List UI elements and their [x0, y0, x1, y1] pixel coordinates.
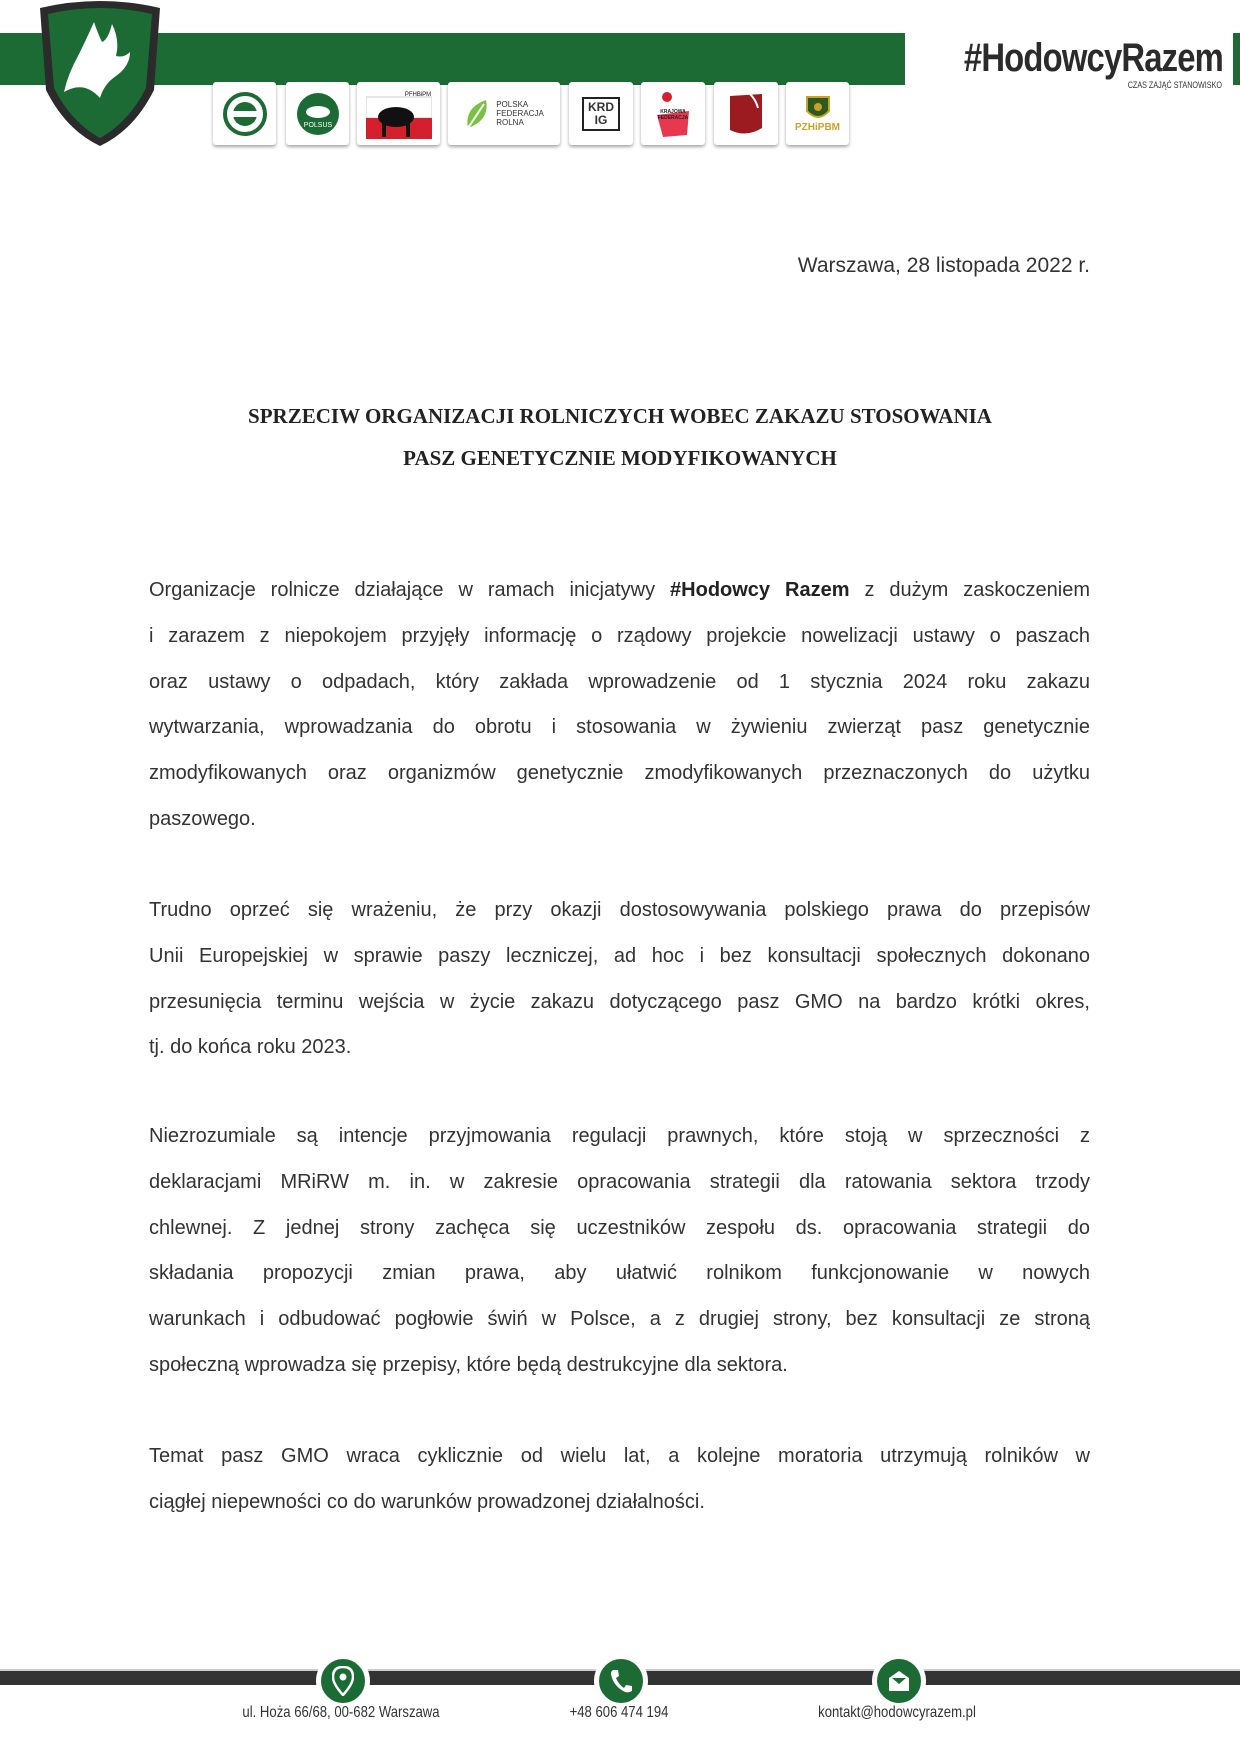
- document-title-line-2: PASZ GENETYCZNIE MODYFIKOWANYCH: [403, 446, 837, 470]
- pzhipbm-logo: [786, 82, 849, 145]
- document-title-line-1: SPRZECIW ORGANIZACJI ROLNICZYCH WOBEC ZAKAZU STOSOWANIA: [248, 404, 992, 428]
- header-right-strip: [1233, 33, 1240, 85]
- paragraph-line: przesunięcia terminu wejścia w życie zakazu dotyczącego pasz GMO na bardzo krótki okres,: [149, 990, 1090, 1013]
- paragraph-line: i zarazem z niepokojem przyjęły informację o rządowy projekcie nowelizacji ustawy o paszach: [149, 624, 1090, 647]
- red-animal-emblem-icon: [726, 90, 766, 138]
- paragraph-line: oraz ustawy o odpadach, który zakłada wprowadzenie od 1 stycznia 2024 roku zakazu: [149, 670, 1090, 693]
- location-pin-icon: [316, 1654, 370, 1708]
- paragraph-line: zmodyfikowanych oraz organizmów genetycznie zmodyfikowanych przeznaczonych do użytku: [149, 762, 1090, 785]
- brand-hashtag: #HodowcyRazem: [963, 36, 1223, 80]
- pig-emblem-icon: [295, 91, 341, 137]
- footer-phone[interactable]: +48 606 474 194: [569, 1704, 669, 1721]
- pfhbipm-cow-logo: [357, 82, 440, 145]
- paragraph-line: tj. do końca roku 2023.: [149, 1036, 352, 1059]
- paragraph-line: wytwarzania, wprowadzania do obrotu i stosowania w żywieniu zwierząt pasz genetycznie: [149, 716, 1090, 739]
- phone-icon: [594, 1654, 648, 1708]
- krajowa-federacja-logo: [641, 82, 705, 145]
- hashtag-bold: #Hodowcy Razem: [670, 579, 850, 601]
- svg-text:PFHBiPM: PFHBiPM: [404, 91, 431, 98]
- paragraph-line: składania propozycji zmian prawa, aby ułatwić rolnikom funkcjonowanie w nowych: [149, 1262, 1090, 1285]
- paragraph-line: Unii Europejskiej w sprawie paszy leczniczej, ad hoc i bez konsultacji społecznych dokonano: [149, 944, 1090, 967]
- text-run: z dużym zaskoczeniem: [849, 579, 1090, 601]
- krd-ig-logo: [569, 82, 633, 145]
- cow-flag-icon: [366, 89, 432, 139]
- paragraph-line: ciągłej niepewności co do warunków prowadzonej działalności.: [149, 1490, 705, 1513]
- footer-email[interactable]: kontakt@hodowcyrazem.pl: [818, 1704, 976, 1721]
- paragraph-line: deklaracjami MRiRW m. in. w zakresie opracowania strategii dla ratowania sektora trzody: [149, 1170, 1090, 1193]
- text-run: Organizacje rolnicze działające w ramach inicjatywy: [149, 579, 671, 601]
- envelope-icon: [872, 1654, 926, 1708]
- gold-shield-icon: [805, 95, 831, 123]
- pzhipbm-text: PZHiPBM: [795, 122, 840, 133]
- krd-ig-logo-text: KRD IG: [582, 97, 620, 131]
- pfhbipm-round-logo: [213, 82, 276, 145]
- paragraph-line: paszowego.: [149, 807, 256, 830]
- paragraph-line: warunkach i odbudować pogłowie świń w Polsce, a z drugiej strony, bez konsultacji ze stroną: [149, 1308, 1090, 1331]
- brand-tagline: CZAS ZAJĄĆ STANOWISKO: [1127, 80, 1222, 90]
- paragraph-1: [149, 568, 1090, 843]
- leaf-icon: [464, 98, 490, 130]
- paragraph-line: społeczną wprowadza się przepisy, które będą destrukcyjne dla sektora.: [149, 1353, 788, 1376]
- paragraph-2: [149, 888, 1090, 1071]
- pfr-logo-text: POLSKA FEDERACJA ROLNA: [496, 100, 544, 127]
- paragraph-line: [149, 568, 1090, 614]
- hodowcy-razem-shield-logo: [34, 0, 166, 148]
- footer-address: ul. Hoża 66/68, 00-682 Warszawa: [242, 1704, 440, 1721]
- paragraph-line: Trudno oprzeć się wrażeniu, że przy okazji dostosowywania polskiego prawa do przepisów: [149, 899, 1090, 921]
- round-emblem-icon: [223, 92, 267, 136]
- paragraph-line: chlewnej. Z jednej strony zachęca się uczestników zespołu ds. opracowania strategii do: [149, 1216, 1090, 1239]
- document-date: Warszawa, 28 listopada 2022 r.: [797, 254, 1090, 277]
- svg-text:POLSUS: POLSUS: [303, 121, 332, 129]
- polska-federacja-rolna-logo: [448, 82, 560, 145]
- paragraph-line: Niezrozumiale są intencje przyjmowania regulacji prawnych, które stoją w sprzeczności z: [149, 1125, 1090, 1147]
- red-association-logo: [714, 82, 778, 145]
- paragraph-3: [149, 1114, 1090, 1389]
- paragraph-4: [149, 1434, 1090, 1526]
- paragraph-line: Temat pasz GMO wraca cyklicznie od wielu lat, a kolejne moratoria utrzymują rolników w: [149, 1445, 1090, 1467]
- krajowa-federacja-text: KRAJOWA FEDERACJA: [657, 109, 689, 121]
- polsus-logo: [286, 82, 349, 145]
